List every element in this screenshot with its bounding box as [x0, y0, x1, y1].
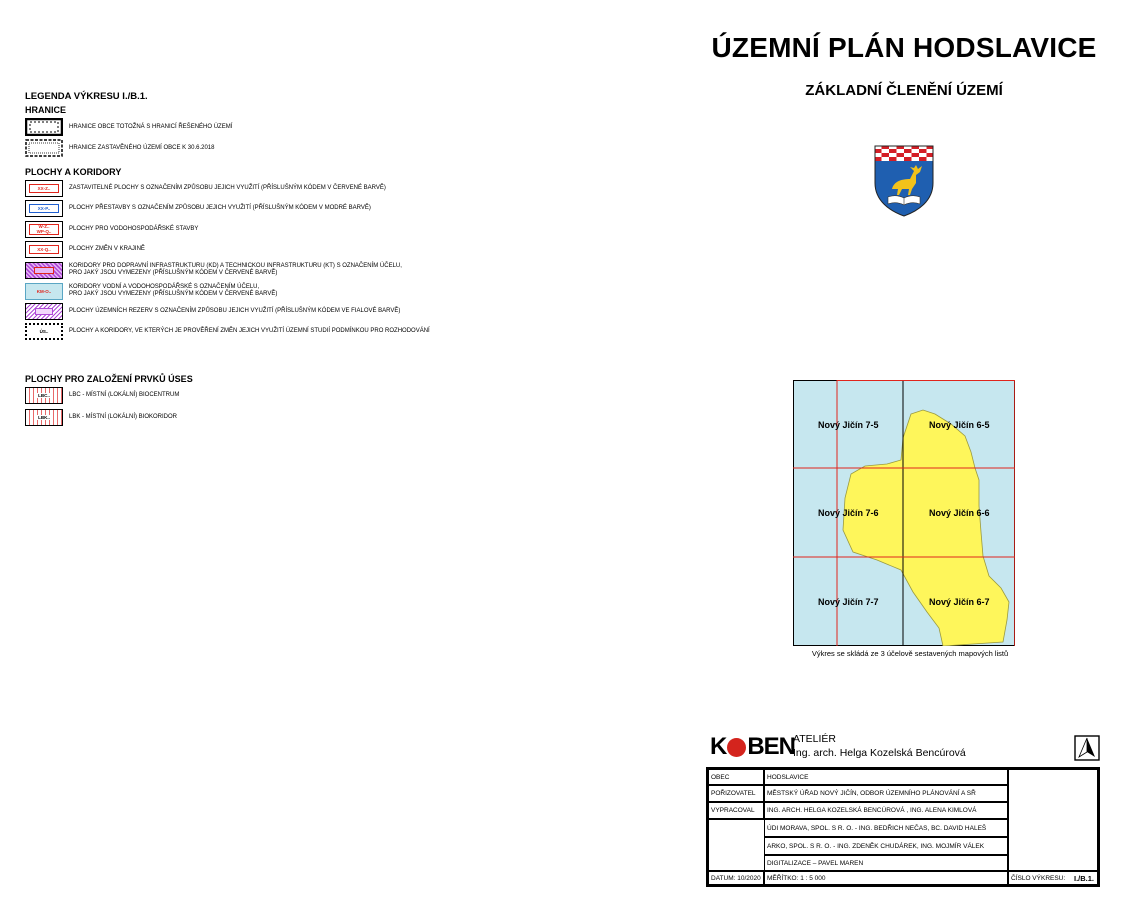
logo-text-left: K: [710, 733, 727, 760]
title-block-empty-area: [1008, 769, 1098, 871]
map-caption: Výkres se skládá ze 3 účelově sestavených mapových listů: [811, 649, 1009, 658]
legend-item-text: LBK - MÍSTNÍ (LOKÁLNÍ) BIOKORIDOR: [69, 413, 178, 420]
water-structures-symbol: W-Z.. WP-Q..: [25, 221, 63, 238]
municipality-border-symbol: [25, 118, 63, 136]
obec-value: HODSLAVICE: [764, 769, 1008, 785]
author-name: Ing. arch. Helga Kozelská Bencúrová: [793, 747, 966, 759]
section-title-hranice: HRANICE: [25, 105, 67, 115]
coat-of-arms-icon: [874, 145, 934, 217]
legend-item-text: ZASTAVITELNÉ PLOCHY S OZNAČENÍM ZPŮSOBU JEJICH VYUŽITÍ (PŘÍSLUŠNÝM KÓDEM V ČERVENÉ BARVĚ): [69, 184, 386, 191]
legend-item: [25, 407, 177, 427]
biocorridor-symbol: LBK..: [25, 409, 63, 426]
porizovatel-value: MĚSTSKÝ ÚŘAD NOVÝ JIČÍN, ODBOR ÚZEMNÍHO PLÁNOVÁNÍ A SŘ: [764, 785, 1008, 802]
reserve-area-symbol: [25, 303, 63, 320]
legend-item: [25, 239, 145, 259]
title-block-table: [706, 767, 1100, 887]
legend-item-text: KORIDORY PRO DOPRAVNÍ INFRASTRUKTURU (KD) A TECHNICKOU INFRASTRUKTURU (KT) S OZNAČENÍM ÚČELU,: [69, 263, 402, 269]
vypracoval-value: ING. ARCH. HELGA KOZELSKÁ BENCÚROVÁ , ING. ALENA KIMLOVÁ: [764, 802, 1008, 819]
drawing-subtitle: ZÁKLADNÍ ČLENĚNÍ ÚZEMÍ: [805, 82, 1003, 99]
legend-item: [25, 260, 402, 280]
sheet-label: Nový Jičín 6-5: [929, 420, 990, 430]
legend-item: [25, 301, 400, 321]
legend-item-text: KORIDORY VODNÍ A VODOHOSPODÁŘSKÉ S OZNAČENÍM ÚČELU,: [69, 284, 260, 290]
logo-text-right: BEN: [747, 733, 796, 760]
vypracoval-value: ÚDI MORAVA, SPOL. S R. O. - ING. BEDŘICH NEČAS, BC. DAVID HALEŠ: [764, 819, 1008, 837]
section-title-plochy-a-koridory: PLOCHY A KORIDORY: [25, 167, 122, 177]
landscape-changes-symbol: XX-Q..: [25, 241, 63, 258]
drawing-number-cell: [1008, 871, 1098, 885]
sheet-label: Nový Jičín 7-5: [818, 420, 879, 430]
north-arrow-icon: [1074, 735, 1100, 761]
legend-item-text: PLOCHY A KORIDORY, VE KTERÝCH JE PROVĚŘENÍ ZMĚN JEJICH VYUŽITÍ ÚZEMNÍ STUDIÍ PODMÍNKOU PRO ROZHODOVÁNÍ: [69, 327, 430, 334]
sheet-overview-map: [793, 380, 1015, 646]
legend-item-text: PLOCHY ÚZEMNÍCH REZERV S OZNAČENÍM ZPŮSOBU JEJICH VYUŽITÍ (PŘÍSLUŠNÝM KÓDEM VE FIALOVÉ BARVĚ): [69, 307, 401, 314]
legend-item-text: LBC - MÍSTNÍ (LOKÁLNÍ) BIOCENTRUM: [69, 391, 180, 398]
transport-corridor-symbol: [25, 262, 63, 279]
developable-area-symbol: XX-Z..: [25, 180, 63, 197]
company-logo: [710, 733, 795, 761]
legend-item: [25, 321, 430, 341]
legend-item: [25, 178, 386, 198]
legend-item: [25, 138, 215, 158]
vypracoval-value: ARKO, SPOL. S R. O. - ING. ZDENĚK CHUDÁREK, ING. MOJMÍR VÁLEK: [764, 837, 1008, 855]
legend-item-text: HRANICE OBCE TOTOŽNÁ S HRANICÍ ŘEŠENÉHO ÚZEMÍ: [69, 123, 233, 130]
empty-cell: [708, 819, 764, 871]
legend-item-text: PLOCHY ZMĚN V KRAJINĚ: [69, 245, 145, 252]
legend-item-text: HRANICE ZASTAVĚNÉHO ÚZEMÍ OBCE K 30.6.2018: [69, 144, 215, 151]
logo-dot-icon: [727, 738, 746, 757]
meritko-cell: MĚŘÍTKO: 1 : 5 000: [764, 871, 1008, 885]
section-title-uses: PLOCHY PRO ZALOŽENÍ PRVKŮ ÚSES: [25, 374, 193, 384]
obec-label: OBEC: [708, 769, 764, 785]
water-corridor-symbol: KM-O..: [25, 283, 63, 300]
biocentre-symbol: LBC..: [25, 387, 63, 404]
vypracoval-label: VYPRACOVAL: [708, 802, 764, 819]
atelier-label: ATELIÉR: [793, 733, 836, 745]
built-area-border-symbol: [25, 139, 63, 157]
drawing-title: ÚZEMNÍ PLÁN HODSLAVICE: [711, 32, 1097, 63]
porizovatel-label: POŘIZOVATEL: [708, 785, 764, 802]
drawing-number-label: ČÍSLO VÝKRESU:: [1011, 874, 1066, 882]
sheet-label: Nový Jičín 7-6: [818, 508, 879, 518]
legend-item: [25, 385, 179, 405]
sheet-label: Nový Jičín 6-7: [929, 597, 990, 607]
legend-item: [25, 117, 232, 137]
drawing-number-value: I./B.1.: [1073, 873, 1094, 883]
sheet-label: Nový Jičín 7-7: [818, 597, 879, 607]
legend-heading: LEGENDA VÝKRESU I./B.1.: [25, 91, 148, 102]
legend-item-text: PLOCHY PRO VODOHOSPODÁŘSKÉ STAVBY: [69, 225, 199, 232]
redevelopment-area-symbol: XX-P..: [25, 200, 63, 217]
legend-item-text-line2: PRO JAKÝ JSOU VYMEZENY (PŘÍSLUŠNÝM KÓDEM V ČERVENÉ BARVĚ): [69, 270, 278, 276]
sheet-label: Nový Jičín 6-6: [929, 508, 990, 518]
legend-item-text: PLOCHY PŘESTAVBY S OZNAČENÍM ZPŮSOBU JEJICH VYUŽITÍ (PŘÍSLUŠNÝM KÓDEM V MODRÉ BARVĚ): [69, 204, 371, 211]
digitalizace-value: DIGITALIZACE – PAVEL MAREN: [764, 855, 1008, 871]
legend-item: [25, 198, 371, 218]
legend-item: [25, 281, 277, 301]
legend-item: [25, 219, 198, 239]
datum-cell: DATUM: 10/2020: [708, 871, 764, 885]
study-area-symbol: ÚS..: [25, 323, 63, 340]
legend-item-text-line2: PRO JAKÝ JSOU VYMEZENY (PŘÍSLUŠNÝM KÓDEM V ČERVENÉ BARVĚ): [69, 291, 278, 297]
